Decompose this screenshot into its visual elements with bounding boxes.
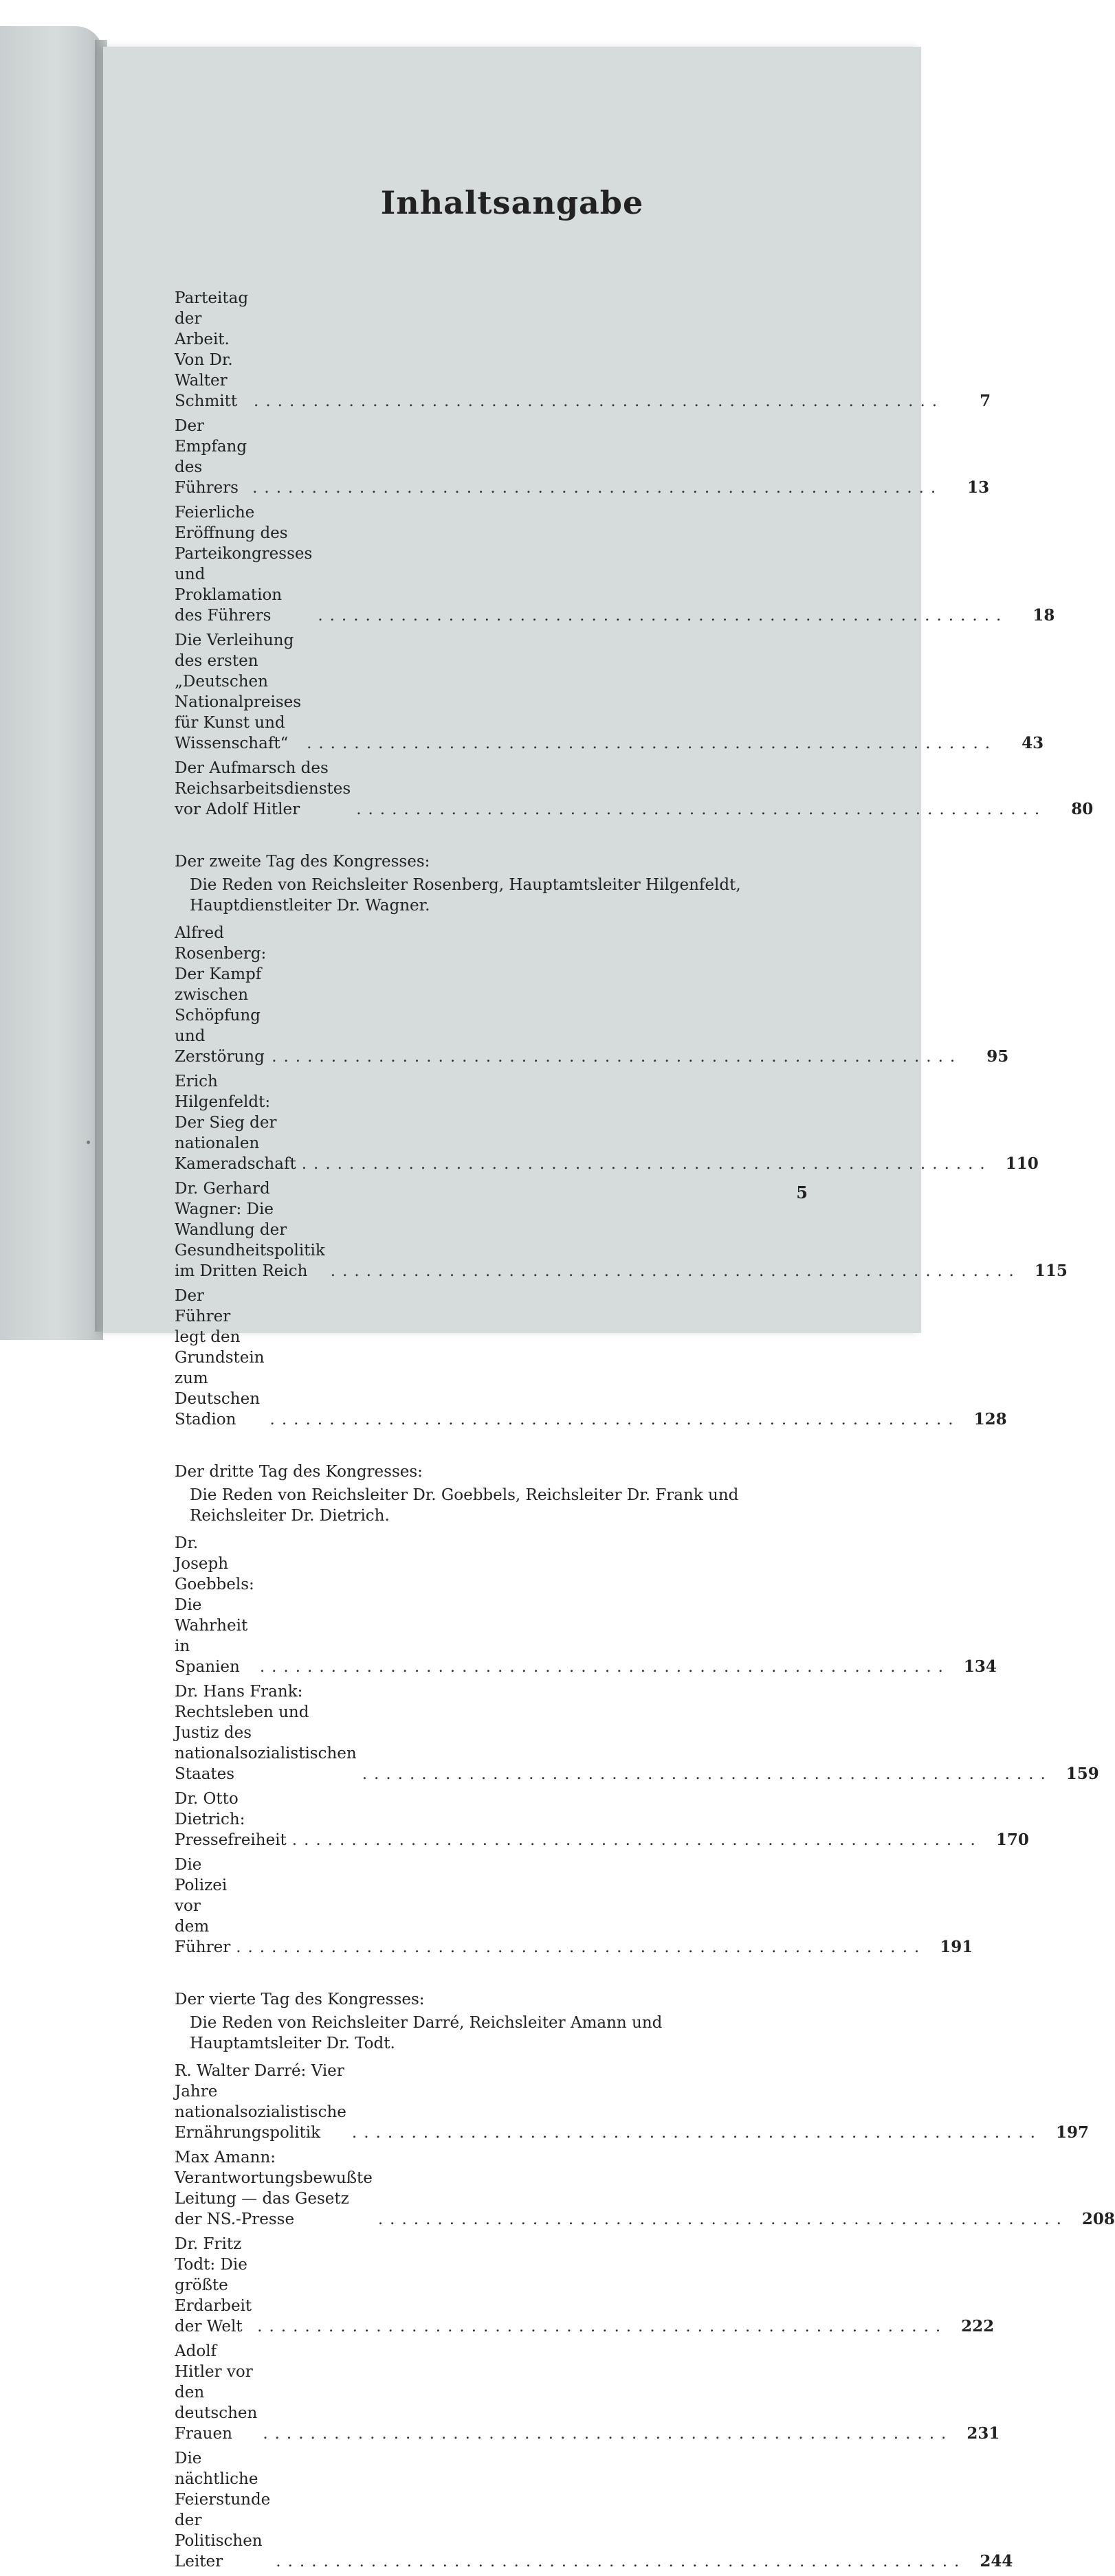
section-subtitle: Die Reden von Reichsleiter Rosenberg, Hauptamtsleiter Hilgenfeldt, Hauptdienstleiter Dr. Wagner.: [190, 876, 741, 915]
toc-entry: [175, 288, 991, 412]
open-book: [0, 19, 1115, 2571]
toc-entry: [175, 502, 1055, 626]
table-of-contents: [175, 284, 1115, 2576]
toc-entry: [175, 2341, 1000, 2444]
leader-dots: ..........................................................: [318, 607, 1008, 625]
toc-entry: [175, 416, 990, 498]
toc-entry: [175, 1071, 1039, 1174]
leader-dots: ..........................................................: [236, 1938, 927, 1956]
toc-entry: [175, 2448, 1013, 2572]
toc-entry-title: Adolf Hitler vor den deutschen Frauen: [175, 2342, 258, 2443]
leader-dots: ..........................................................: [259, 1658, 950, 1676]
leader-dots: ..........................................................: [330, 1262, 1021, 1280]
toc-entry-title: Die Polizei vor dem Führer: [175, 1856, 231, 1956]
toc-entry-page: 110: [1005, 1154, 1039, 1173]
toc-entry: [175, 1789, 1029, 1850]
toc-entry-title: Die nächtliche Feierstunde der Politischen Leiter: [175, 2450, 271, 2571]
toc-entry: [175, 758, 1094, 820]
toc-entry: [175, 2147, 1115, 2230]
toc-entry: [175, 630, 1044, 754]
toc-entry-title: Der Führer legt den Grundstein zum Deutschen Stadion: [175, 1287, 265, 1429]
toc-entry-title: Der Empfang des Führers: [175, 417, 247, 497]
toc-entry: [175, 2234, 995, 2337]
toc-entry-page: 231: [967, 2424, 1000, 2443]
leader-dots: ..........................................................: [257, 2318, 948, 2336]
toc-entry-title: Die Verleihung des ersten „Deutschen Nationalpreises für Kunst und Wissenschaft“: [175, 631, 302, 752]
toc-entry: [175, 1681, 1099, 1784]
toc-entry: [175, 1855, 973, 1958]
toc-entry-page: 208: [1081, 2210, 1115, 2228]
toc-entry-page: 222: [961, 2317, 995, 2336]
toc-entry-page: 95: [986, 1047, 1009, 1066]
toc-entry-page: 115: [1034, 1262, 1068, 1280]
leader-dots: ..........................................................: [351, 2124, 1042, 2142]
toc-entry-title: Erich Hilgenfeldt: Der Sieg der nationalen Kameradschaft: [175, 1073, 296, 1173]
leader-dots: ..........................................................: [272, 1048, 962, 1066]
toc-entry-page: 18: [1033, 606, 1055, 625]
toc-entry-page: 128: [973, 1410, 1007, 1429]
leader-dots: ..........................................................: [254, 392, 945, 410]
toc-entry-title: Feierliche Eröffnung des Parteikongresses und Proklamation des Führers: [175, 504, 313, 625]
section-heading: Der vierte Tag des Kongresses:: [175, 1991, 425, 2008]
section-subtitle: Die Reden von Reichsleiter Dr. Goebbels, Reichsleiter Dr. Frank und Reichsleiter Dr. Dietrich.: [190, 1486, 739, 1525]
toc-group-1: [175, 288, 1094, 820]
leader-dots: ..........................................................: [377, 2210, 1068, 2228]
leader-dots: ..........................................................: [252, 479, 943, 497]
toc-entry-title: Dr. Hans Frank: Rechtsleben und Justiz des nationalsozialistischen Staates: [175, 1683, 357, 1783]
right-page: [103, 47, 1115, 2571]
leader-dots: ..........................................................: [307, 735, 997, 752]
toc-entry: [175, 1286, 1007, 1430]
toc-section-day-3: [175, 1461, 1099, 1958]
toc-entry-page: 43: [1022, 734, 1044, 752]
leader-dots: ..........................................................: [301, 1155, 992, 1173]
toc-entry-title: Parteitag der Arbeit. Von Dr. Walter Schmitt: [175, 289, 249, 410]
toc-entry-page: 170: [995, 1830, 1029, 1849]
toc-entry-title: Der Aufmarsch des Reichsarbeitsdienstes vor Adolf Hitler: [175, 759, 351, 818]
toc-entry-page: 191: [940, 1938, 973, 1956]
toc-entry-title: Alfred Rosenberg: Der Kampf zwischen Schöpfung und Zerstörung: [175, 924, 267, 1066]
toc-entry-title: Max Amann: Verantwortungsbewußte Leitung — das Gesetz der NS.-Presse: [175, 2149, 373, 2228]
leader-dots: ..........................................................: [362, 1765, 1052, 1783]
toc-section-day-4: [175, 1989, 1115, 2572]
toc-entry-title: Dr. Joseph Goebbels: Die Wahrheit in Spanien: [175, 1534, 254, 1676]
toc-entry-page: 197: [1055, 2123, 1089, 2142]
leader-dots: ..........................................................: [291, 1831, 982, 1849]
page-number: 5: [796, 1183, 808, 1202]
leader-dots: ..........................................................: [276, 2553, 967, 2571]
toc-entry-page: 80: [1071, 800, 1094, 818]
section-subtitle: Die Reden von Reichsleiter Darré, Reichsleiter Amann und Hauptamtsleiter Dr. Todt.: [190, 2014, 663, 2052]
toc-entry-title: R. Walter Darré: Vier Jahre nationalsozialistische Ernährungspolitik: [175, 2062, 346, 2142]
toc-entry-page: 134: [963, 1657, 997, 1676]
toc-entry: [175, 2061, 1089, 2143]
toc-entry: [175, 1533, 997, 1677]
toc-section-day-2: [175, 851, 1068, 1430]
toc-entry-title: Dr. Fritz Todt: Die größte Erdarbeit der Welt: [175, 2235, 252, 2336]
paper-spot: [87, 1141, 90, 1144]
leader-dots: ..........................................................: [263, 2425, 953, 2443]
toc-entry-page: 244: [980, 2552, 1013, 2571]
toc-entry-title: Dr. Gerhard Wagner: Die Wandlung der Gesundheitspolitik im Dritten Reich: [175, 1180, 325, 1280]
section-heading: Der dritte Tag des Kongresses:: [175, 1463, 423, 1481]
toc-entry-page: 7: [980, 392, 991, 410]
leader-dots: ..........................................................: [269, 1411, 960, 1429]
toc-entry-page: 13: [967, 478, 990, 497]
toc-entry: [175, 1178, 1068, 1281]
page-title: Inhaltsangabe: [380, 184, 644, 221]
toc-entry-title: Dr. Otto Dietrich: Pressefreiheit: [175, 1790, 287, 1849]
toc-entry-page: 159: [1066, 1765, 1099, 1783]
section-heading: Der zweite Tag des Kongresses:: [175, 853, 430, 871]
toc-entry: [175, 923, 1009, 1067]
leader-dots: ..........................................................: [356, 800, 1047, 818]
